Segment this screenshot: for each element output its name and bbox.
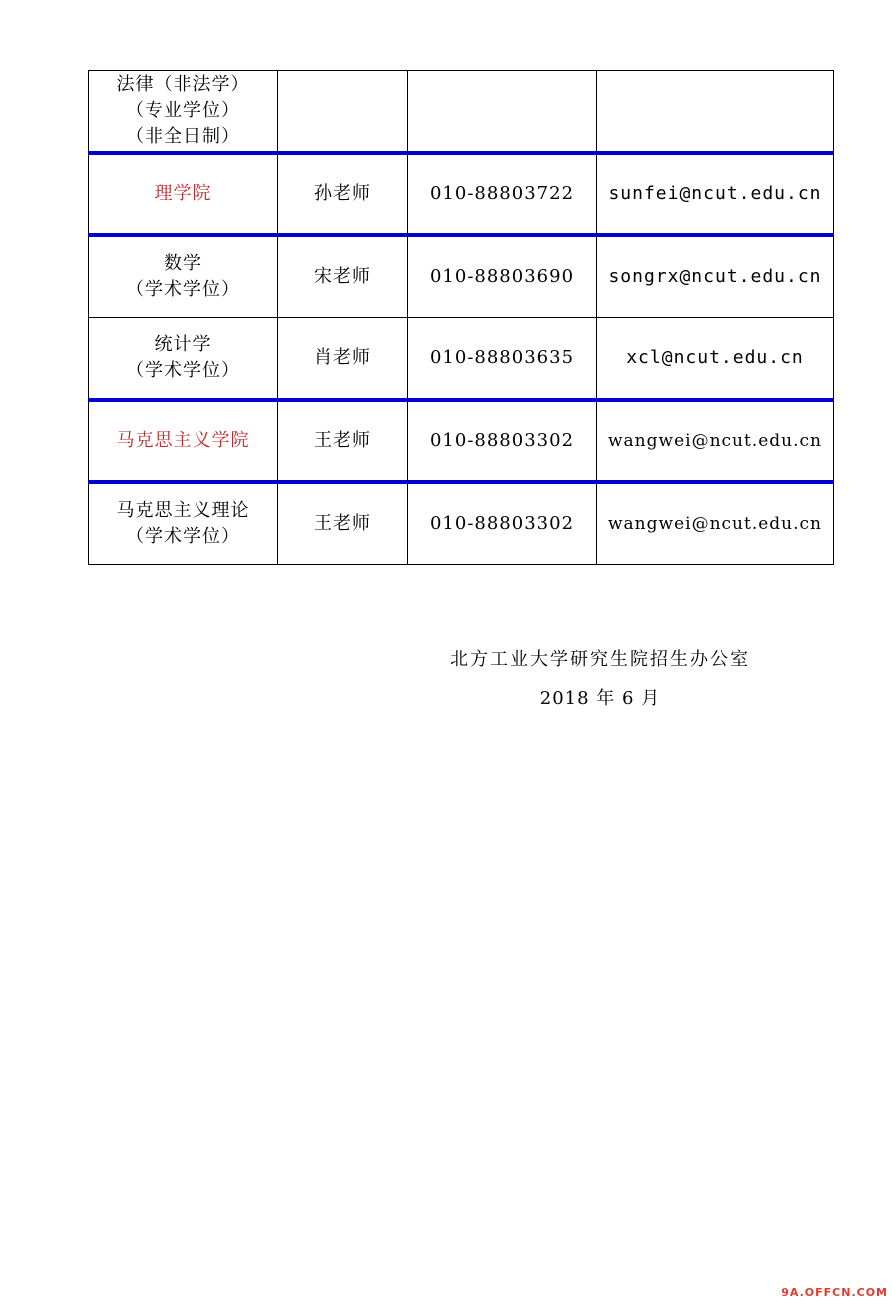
table-row (89, 400, 834, 482)
contact-table (88, 70, 834, 565)
phone-cell: 010-88803635 (408, 318, 597, 401)
phone-cell: 010-88803302 (408, 400, 597, 482)
contact-cell: 孙老师 (278, 153, 408, 235)
table-row (89, 153, 834, 235)
email-cell[interactable]: xcl@ncut.edu.cn (597, 318, 834, 401)
college-name-cell (89, 400, 278, 482)
contact-cell (278, 71, 408, 154)
program-name-cell (89, 235, 278, 318)
phone-cell (408, 71, 597, 154)
program-name-cell (89, 482, 278, 565)
program-name-line: （学术学位） (126, 360, 240, 381)
table-row (89, 318, 834, 401)
program-name-line: （非全日制） (126, 126, 240, 147)
email-cell[interactable]: wangwei@ncut.edu.cn (597, 482, 834, 565)
footer-date: 2018 年 6 月 (539, 688, 661, 709)
contact-cell: 宋老师 (278, 235, 408, 318)
program-name-cell (89, 318, 278, 401)
college-name: 理学院 (154, 183, 212, 204)
phone-cell: 010-88803690 (408, 235, 597, 318)
program-name-line: 法律（非法学） (116, 74, 250, 95)
phone-cell: 010-88803722 (408, 153, 597, 235)
program-name-line: （学术学位） (126, 279, 240, 300)
contact-cell: 王老师 (278, 482, 408, 565)
footer-organization: 北方工业大学研究生院招生办公室 (450, 649, 750, 670)
table-row (89, 71, 834, 154)
phone-cell: 010-88803302 (408, 482, 597, 565)
college-name: 马克思主义学院 (116, 430, 250, 451)
program-name-line: （专业学位） (126, 100, 240, 121)
email-cell (597, 71, 834, 154)
college-name-cell (89, 153, 278, 235)
contact-cell: 肖老师 (278, 318, 408, 401)
program-name-cell (89, 71, 278, 154)
email-cell[interactable]: wangwei@ncut.edu.cn (597, 400, 834, 482)
program-name-line: （学术学位） (126, 526, 240, 547)
contact-cell: 王老师 (278, 400, 408, 482)
watermark-logo: 9A.OFFCN.COM (781, 1286, 888, 1299)
program-name-line: 统计学 (154, 334, 212, 355)
table-row (89, 235, 834, 318)
email-cell[interactable]: songrx@ncut.edu.cn (597, 235, 834, 318)
program-name-line: 马克思主义理论 (116, 500, 250, 521)
program-name-line: 数学 (164, 253, 202, 274)
email-cell[interactable]: sunfei@ncut.edu.cn (597, 153, 834, 235)
table-row (89, 482, 834, 565)
